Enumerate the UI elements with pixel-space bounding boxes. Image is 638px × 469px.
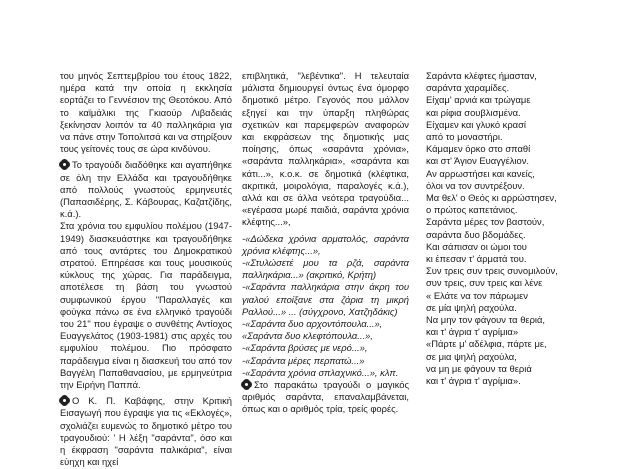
column-3-song (426, 70, 586, 387)
song-line: σαράντα χαραμίδες. (426, 82, 510, 94)
song-line: Να μην τον φάγουν τα θεριά, (426, 314, 546, 326)
paragraph: Στα χρόνια του εμφυλίου πολέμου (1947-1949) διασκευάστηκε και τραγουδήθηκε από τους αντάρτες του Δημοκρατικού στρατού. Επηρέασε και τους μουσικούς κύκλους της χώρας. Για παράδειγμα, αποτέλεσε τη βάση του γνωστού συμφωνικού έργου "Παραλλαγές και φούγκα πάνω σε ένα ελληνικό τραγούδι του 21" που έγραψε ο συνθέτης Αντίοχος Ευαγγελάτος (1903-1981) στις αρχές του εμφυλίου πολέμου. Πιο πρόσφατο παράδειγμα είναι η διασκευή του από τον Βαγγέλη Παπαθανασίου, με ερμηνεύτρια την Ειρήνη Παππά. (60, 220, 232, 391)
paragraph (60, 159, 232, 220)
song-line: Κάμαμεν όρκο στο σπαθί (426, 143, 531, 155)
song-line: Είχαμεν και γλυκό κρασί (426, 118, 526, 130)
song-line: Αν αρρωστήσει και κανείς, (426, 167, 535, 179)
paragraph-text: Το τραγούδι διαδόθηκε και αγαπήθηκε σε όλη την Ελλάδα και τραγουδήθηκε από πολλούς γνωστούς ερμηνευτές (Παπασιδέρης, Σ. Κάβουρας, Καζατζίδης, κ.ά.). (60, 159, 232, 220)
song-line: κι έπεσαν τ' άρματά του. (426, 253, 527, 265)
quote-line: -«Σαράντα παλληκάρια στην άκρη του γιαλού εποίξανε στα ζάρια τη μικρή Ραλλού...» ... (σύγχρονο, Χατζηδάκις) (242, 281, 409, 317)
paragraph-text: Ο Κ. Π. Καβάφης, στην Κριτική Εισαγωγή που έγραψε για τις «Εκλογές», σχολιάζει ευμενώς το δημοτικό μέτρο του τραγουδιού: ' Η λέξη "σαράντα", όσο και η έκφραση "σαράντα παλικάρια", είναι εύηχη και ηχεί (60, 395, 232, 468)
song-line: «Πάρτε μ' αδέλφια, πάρτε με, (426, 338, 547, 350)
paragraph (60, 395, 232, 468)
quote-line: -«Δώδεκα χρόνια αρματολός, σαράντα χρόνια κλέφτης...», (242, 232, 409, 256)
song-line: ο πρώτος καπετάνιος. (426, 204, 518, 216)
song-line: Συν τρεις συν τρεις συνομιλούν, (426, 265, 558, 277)
gear-icon (60, 396, 69, 405)
song-line: σε μια ψηλή ραχούλα, (426, 350, 517, 362)
quote-line: -«Στυλώσετέ μου τα ρζά, σαράντα παλληκάρια...» (ακριτικό, Κρήτη) (242, 257, 409, 281)
song-line: συν τρεις, συν τρεις και λένε (426, 277, 543, 289)
song-line: Σαράντα μέρες τον βαστούν, (426, 216, 545, 228)
quote-line: «Σαράντα δυο κλεφτόπουλα...», (242, 330, 373, 342)
gear-icon (242, 380, 251, 389)
song-line: όλοι να τον συντρέξουν. (426, 179, 525, 191)
column-1 (60, 70, 232, 469)
song-line: και τ' άγρια τ' αγρίμια» (426, 326, 519, 338)
song-line: σαράντα δυο βδομάδες. (426, 228, 526, 240)
song-line: να μη με φάγουν τα θεριά (426, 362, 532, 374)
quote-line: -«Σαράντα βρύσες με νερό...», (242, 342, 368, 354)
song-line: « Ελάτε να τον πάρωμεν (426, 289, 528, 301)
paragraph: επιβλητικά, "λεβέντικα". Η τελευταία μάλιστα δημιουργεί όντως ένα όμορφο δημοτικό μέτρο. Γεγονός που μάλλον εξηγεί και την ύπαρξη πληθώρας σχετικών και παρεμφερών αναφορών και εκφράσεων της δημοτικής μας ποίησης, όπως «σαράντα χρόνια», «σαράντα παλληκάρια», «σαράντα και κάτι...», κ.ο.κ. σε δημοτικά (κλέφτικα, ακριτικά, μοιρολόγια, παραλογές κ.ά.), αλλά και σε άλλα νεότερα τραγούδια... «εγέρασα μωρέ παιδιά, σαράντα χρόνια κλέφτης...», (242, 70, 409, 228)
quote-line: -«Σαράντα μέρες περπατώ...» (242, 354, 365, 366)
paragraph: του μηνός Σεπτεμβρίου του έτους 1822, ημέρα κατά την οποία η εκκλησία εορτάζει το Γεννέσιον της Θεοτόκου. Από το καϊμάλικι της Γκιαούρ Λιβαδειάς ξεκίνησαν λοιπόν τα 40 παλληκάρια για να πάνε στην Τοπολιτσά και να στηρίξουν τους γείτονές τους σε ώρα κινδύνου. (60, 70, 232, 155)
gear-icon (60, 160, 69, 169)
song-line: και στ' Άγιον Ευαγγέλιον. (426, 155, 530, 167)
paragraph (242, 379, 409, 416)
song-line: Είχαμ' αρνιά και τρώγαμε (426, 94, 531, 106)
song-line: Μα θελ' ο Θεός κι αρρώστησεν, (426, 192, 557, 204)
song-line: και τ' άγρια τ' αγρίμια». (426, 375, 521, 387)
quote-line: -«Σαράντα δυο αρχοντόπουλα...», (242, 318, 383, 330)
song-line: από το μοναστήρι. (426, 131, 503, 143)
paragraph-text: Στο παρακάτω τραγούδι ο μαγικός αριθμός σαράντα, επαναλαμβάνεται, όπως και ο αριθμός τρία, τρείς φορές. (242, 379, 409, 415)
song-line: Και σάπισαν οι ώμοι του (426, 240, 527, 252)
song-line: Σαράντα κλέφτες ήμασταν, (426, 70, 537, 81)
song-line: σε μία ψηλή ραχούλα. (426, 301, 517, 313)
column-2 (242, 70, 409, 416)
quote-line: -«Σαράντα χρόνια σπλαχνικό...», κλπ. (242, 366, 399, 378)
song-line: και ρίφια σουβλισμένα. (426, 106, 521, 118)
